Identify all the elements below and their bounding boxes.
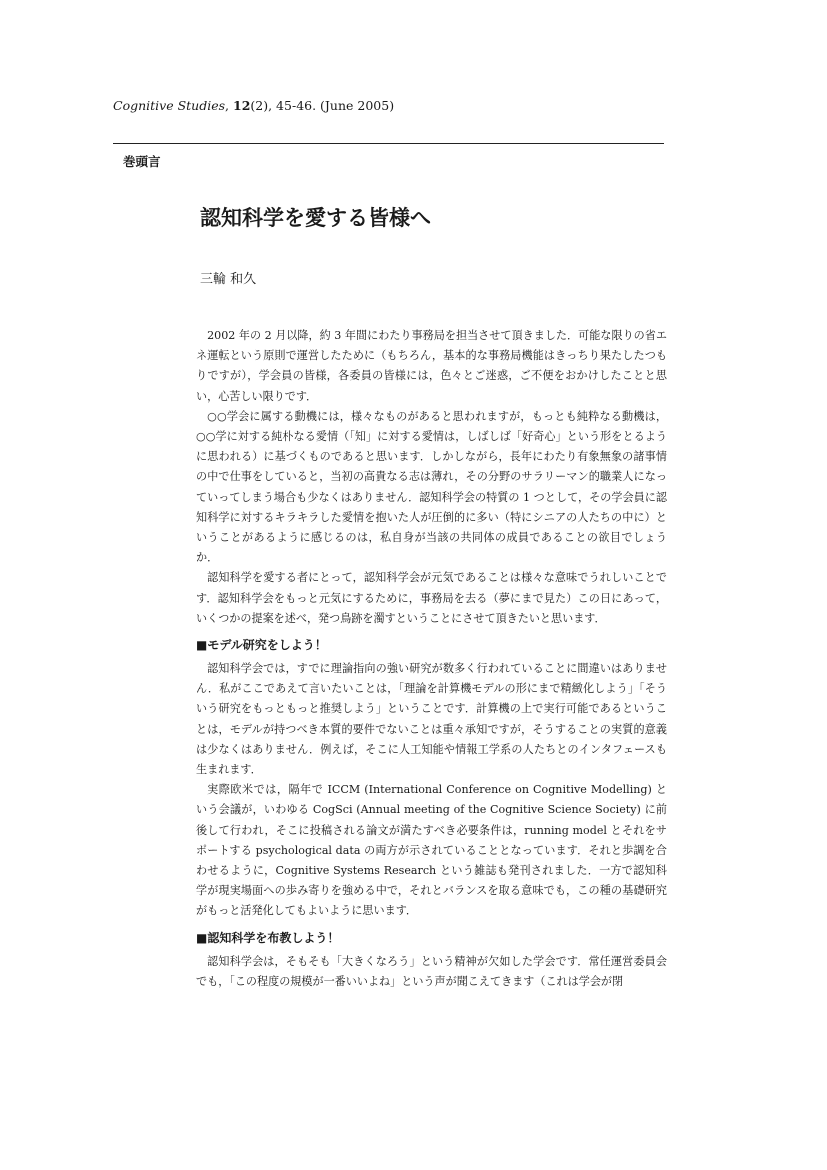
section-label: 巻頭言 bbox=[123, 154, 161, 169]
journal-citation: Cognitive Studies, 12(2), 45-46. (June 2005) bbox=[113, 98, 395, 113]
volume-number: 12 bbox=[233, 98, 251, 113]
article-body bbox=[196, 326, 667, 992]
paragraph: 実際欧米では，隔年で ICCM (International Conference on Cognitive Modelling) という会議が，いわゆる CogSci (Annual meeting of the Cognitive Science Society) に前後して行われ，そこに投稿される論文が満たすべき必要条件は，running model とそれをサポートする psychological data の両方が示されていることとなっています．それと歩調を合わせるように，Cognitive Systems Research という雑誌も発刊されました．一方で認知科学が現実場面への歩み寄りを強める中で，それとバランスを取る意味でも，この種の基礎研究がもっと活発化してもよいように思います． bbox=[196, 783, 667, 918]
article-title: 認知科学を愛する皆様へ bbox=[200, 206, 431, 230]
issue-pages-date: (2), 45-46. (June 2005) bbox=[250, 98, 395, 113]
author-name: 三輪 和久 bbox=[200, 272, 257, 287]
paragraph: 認知科学会では，すでに理論指向の強い研究が数多く行われていることに間違いはありません．私がここであえて言いたいことは，「理論を計算機モデルの形にまで精緻化しよう」「そういう研究をもっともっと推奨しよう」ということです．計算機の上で実行可能であるということは，モデルが持つべき本質的要件でないことは重々承知ですが，そうすることの実質的意義は少なくはありません．例えば，そこに人工知能や情報工学系の人たちとのインタフェースも生まれます． bbox=[196, 662, 667, 777]
section-heading-propagate: ■認知科学を布教しよう！ bbox=[196, 930, 340, 945]
journal-name: Cognitive Studies bbox=[113, 98, 226, 113]
header-rule bbox=[113, 143, 664, 144]
paragraph: 2002 年の 2 月以降，約 3 年間にわたり事務局を担当させて頂きました．可能な限りの省エネ運転という原則で運営したために（もちろん，基本的な事務局機能はきっちり果たしたつもりですが），学会員の皆様，各委員の皆様には，色々とご迷惑，ご不便をおかけしたことと思い，心苦しい限りです． bbox=[196, 329, 667, 403]
paragraph: 認知科学会は，そもそも「大きくなろう」という精神が欠如した学会です．常任運営委員会でも，「この程度の規模が一番いいよね」という声が聞こえてきます（これは学会が閉 bbox=[196, 954, 667, 988]
paragraph: ○○学会に属する動機には，様々なものがあると思われますが，もっとも純粋なる動機は，○○学に対する純朴なる愛情（「知」に対する愛情は，しばしば「好奇心」という形をとるように思われる）に基づくものであると思います．しかしながら，長年にわたり有象無象の諸事情の中で仕事をしていると，当初の高貴なる志は薄れ，その分野のサラリーマン的職業人になっていってしまう場合も少なくはありません．認知科学会の特質の 1 つとして，その学会員に認知科学に対するキラキラした愛情を抱いた人が圧倒的に多い（特にシニアの人たちの中に）ということがあるように感じるのは，私自身が当該の共同体の成員であることの欲目でしょうか． bbox=[196, 409, 667, 565]
section-heading-model-research: ■モデル研究をしよう！ bbox=[196, 638, 327, 653]
paragraph: 認知科学を愛する者にとって，認知科学会が元気であることは様々な意味でうれしいことです．認知科学会をもっと元気にするために，事務局を去る（夢にまで見た）この日にあって，いくつかの提案を述べ，発つ鳥跡を濁すということにさせて頂きたいと思います． bbox=[196, 571, 667, 625]
